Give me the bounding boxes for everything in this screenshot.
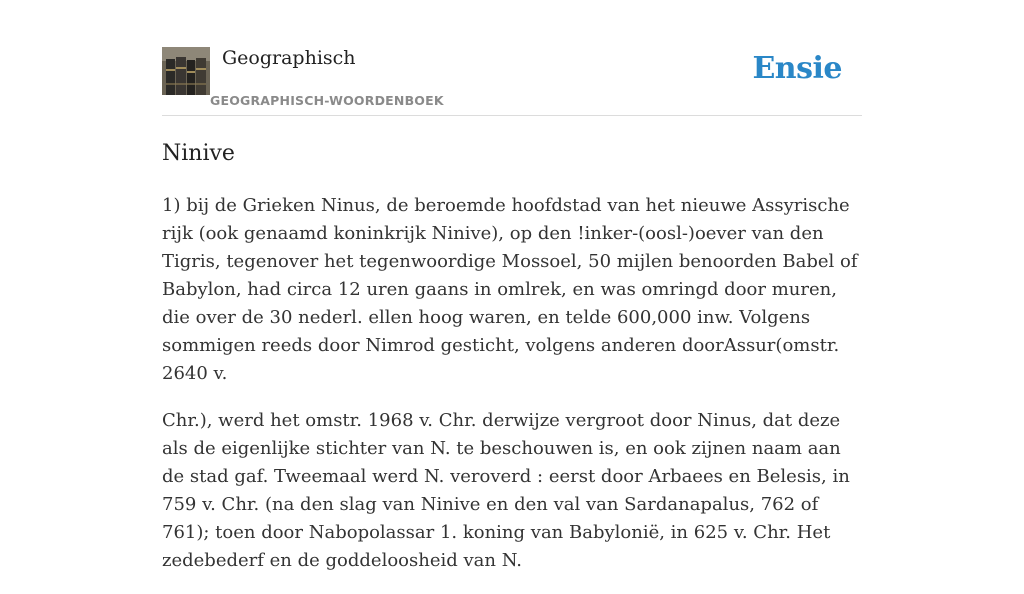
article-title: Ninive <box>162 141 235 166</box>
site-header <box>162 0 862 116</box>
article-paragraph: Chr.), werd het omstr. 1968 v. Chr. derwijze vergroot door Ninus, dat deze als de eigenlijke stichter van N. te beschouwen is, en ook zijnen naam aan de stad gaf. Tweemaal werd N. veroverd : eerst door Arbaees en Belesis, in 759 v. Chr. (na den slag van Ninive en den val van Sardanapalus, 762 of 761); toen door Nabopolassar 1. koning van Babylonië, in 625 v. Chr. Het zedebederf en de goddeloosheid van N. <box>162 410 850 571</box>
content-container <box>162 0 862 571</box>
article-body <box>162 192 862 594</box>
site-title[interactable]: Geographisch <box>222 47 356 69</box>
site-slug[interactable]: GEOGRAPHISCH-WOORDENBOEK <box>210 93 444 108</box>
brand-logo[interactable]: Ensie <box>752 51 842 86</box>
article-paragraph: 1) bij de Grieken Ninus, de beroemde hoofdstad van het nieuwe Assyrische rijk (ook genaamd koninkrijk Ninive), op den !inker-(oosl-)oever van den Tigris, tegenover het tegenwoordige Mossoel, 50 mijlen benoorden Babel of Babylon, had circa 12 uren gaans in omlrek, en was omringd door muren, die over de 30 nederl. ellen hoog waren, en telde 600,000 inw. Volgens sommigen reeds door Nimrod gesticht, volgens anderen doorAssur(omstr. 2640 v. <box>162 195 858 384</box>
book-spines-icon[interactable] <box>162 47 210 95</box>
